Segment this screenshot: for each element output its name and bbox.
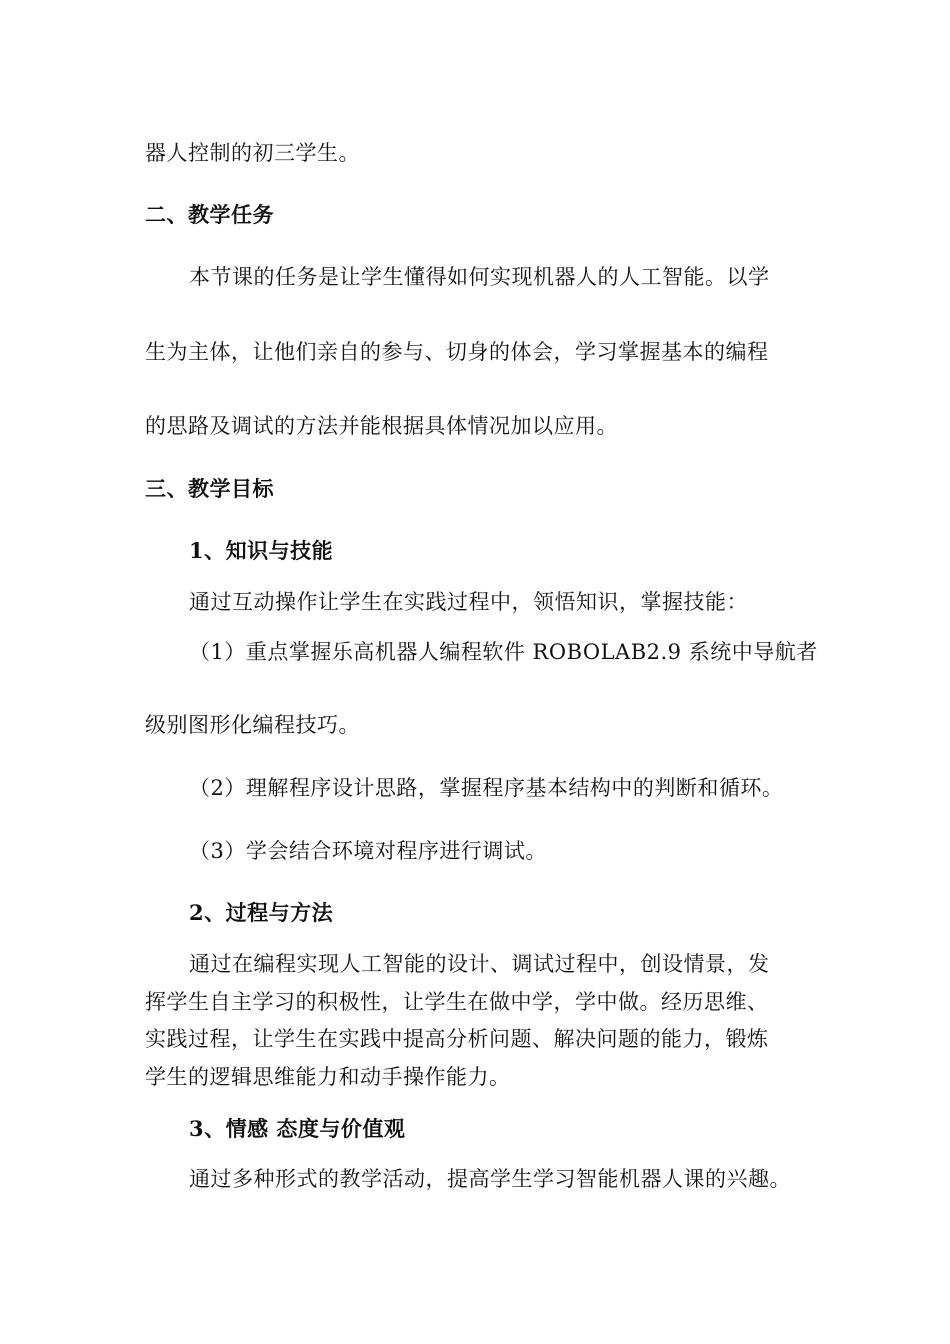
goal-1-paragraph: 通过互动操作让学生在实践过程中，领悟知识，掌握技能： [189, 590, 748, 614]
section-2-heading: 二、教学任务 [145, 202, 274, 227]
goal-3-heading: 3、情感 态度与价值观 [189, 1116, 406, 1141]
goal-1-item-1-line-1: （1）重点掌握乐高机器人编程软件 ROBOLAB2.9 系统中导航者 [189, 640, 818, 664]
goal-1-item-1-line-2: 级别图形化编程技巧。 [145, 713, 360, 737]
goal-1-item-3: （3）学会结合环境对程序进行调试。 [189, 839, 547, 863]
goal-2-paragraph-line-2: 挥学生自主学习的积极性，让学生在做中学，学中做。经历思维、 [145, 990, 769, 1014]
task-paragraph-line-1: 本节课的任务是让学生懂得如何实现机器人的人工智能。以学 [189, 265, 770, 289]
goal-1-item-2: （2）理解程序设计思路，掌握程序基本结构中的判断和循环。 [189, 776, 784, 800]
task-paragraph-line-3: 的思路及调试的方法并能根据具体情况加以应用。 [145, 414, 618, 438]
task-paragraph-line-2: 生为主体，让他们亲自的参与、切身的体会，学习掌握基本的编程 [145, 340, 769, 364]
goal-2-paragraph-line-1: 通过在编程实现人工智能的设计、调试过程中，创设情景，发 [189, 952, 770, 976]
goal-2-heading: 2、过程与方法 [189, 900, 334, 925]
section-3-heading: 三、教学目标 [145, 476, 274, 501]
intro-tail-text: 器人控制的初三学生。 [145, 141, 360, 165]
goal-3-paragraph: 通过多种形式的教学活动，提高学生学习智能机器人课的兴趣。 [189, 1167, 791, 1191]
goal-2-paragraph-line-4: 学生的逻辑思维能力和动手操作能力。 [145, 1065, 511, 1089]
goal-1-heading: 1、知识与技能 [189, 538, 334, 563]
goal-2-paragraph-line-3: 实践过程，让学生在实践中提高分析问题、解决问题的能力，锻炼 [145, 1027, 769, 1051]
